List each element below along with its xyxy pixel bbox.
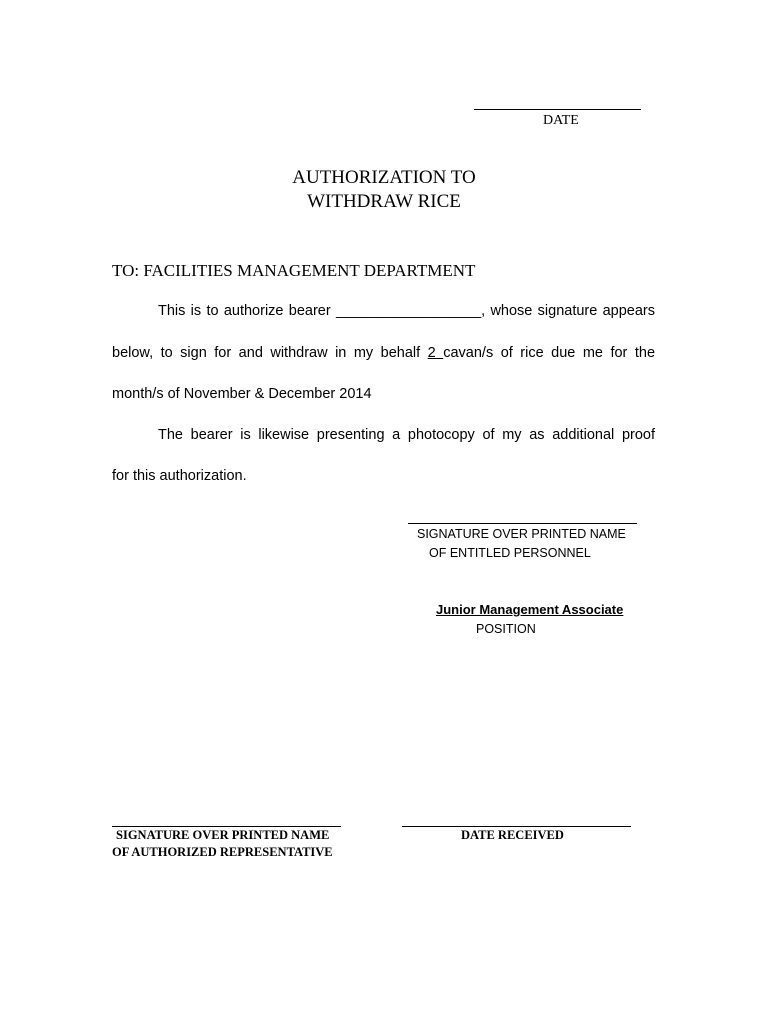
date-received-label: DATE RECEIVED [461,828,564,842]
body-text-segment: for this authorization. [112,468,247,484]
paragraph-line [112,303,655,319]
paragraph-line [112,468,655,484]
body-text-segment: The bearer is likewise presenting a photocopy of my as additional proof [158,427,655,443]
quantity-value: 2 [427,345,444,361]
signature-label-line2: OF ENTITLED PERSONNEL [429,546,591,560]
representative-label-line2: OF AUTHORIZED REPRESENTATIVE [112,845,333,859]
bearer-name-blank: __________________ [335,303,482,319]
paragraph-line [112,345,655,361]
position-name: Junior Management Associate [436,602,624,617]
document-title-line1: AUTHORIZATION TO [292,167,476,188]
signature-underline [408,523,637,524]
body-text-segment: below, to sign for and withdraw in my behalf [112,345,428,361]
body-text-segment: cavan/s of rice due me for the [443,345,656,361]
paragraph-line [112,427,655,443]
date-underline [474,109,641,110]
position-label: POSITION [476,622,536,636]
paragraph-line [112,386,655,402]
representative-label-line1: SIGNATURE OVER PRINTED NAME [116,828,330,842]
date-label: DATE [543,113,579,128]
body-text-segment: , whose signature appears [481,303,656,319]
signature-label-line1: SIGNATURE OVER PRINTED NAME [417,527,626,541]
representative-signature-underline [112,826,341,827]
document-title-line2: WITHDRAW RICE [307,191,461,212]
body-text-segment: This is to authorize bearer [158,303,336,319]
date-received-underline [402,826,631,827]
period-text: month/s of November & December 2014 [112,386,372,402]
addressee: TO: FACILITIES MANAGEMENT DEPARTMENT [112,261,476,280]
